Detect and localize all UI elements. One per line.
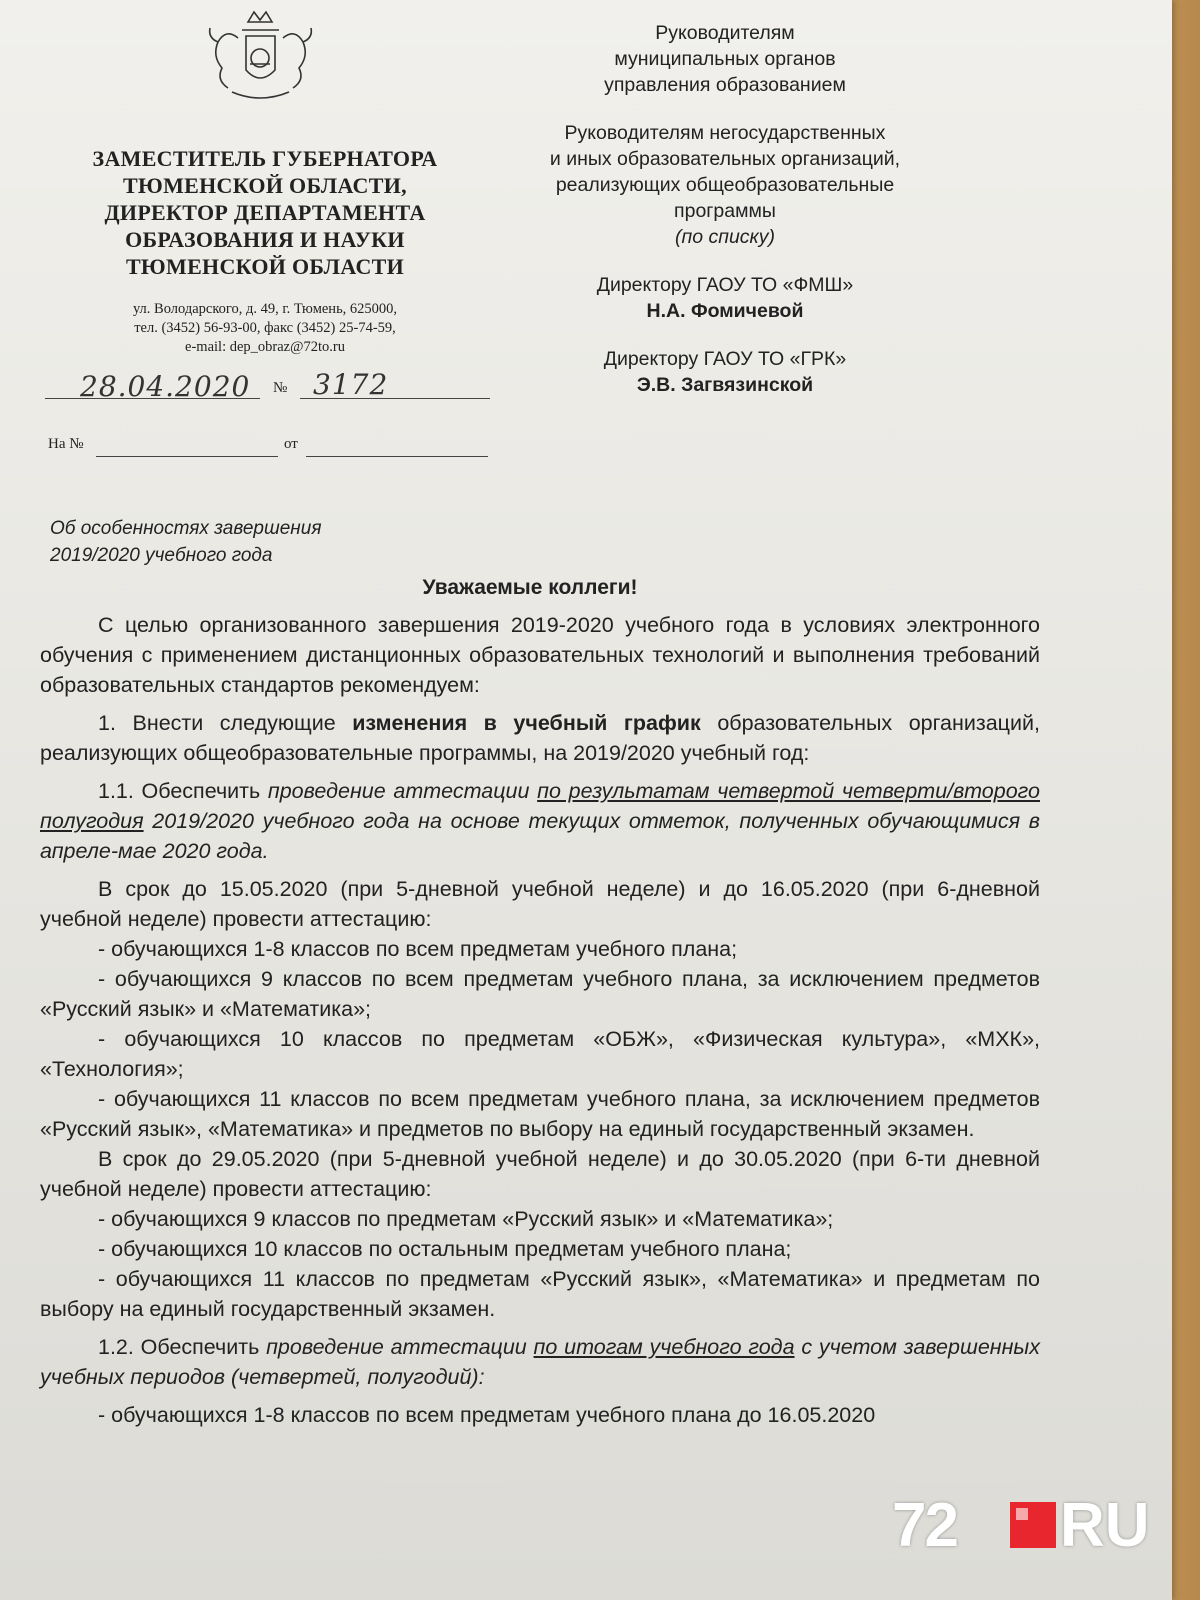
recipients-block bbox=[510, 20, 940, 398]
subject-line: 2019/2020 учебного года bbox=[50, 545, 273, 566]
recipient-grk-name: Э.В. Загвязинской bbox=[636, 374, 814, 396]
list-item: - обучающихся 11 классов по предметам «Русский язык», «Математика» и предметам по выбору на единый государственный экзамен. bbox=[40, 1267, 1040, 1321]
recipient-line: реализующих общеобразовательные bbox=[555, 174, 895, 196]
recipient-line: управления образованием bbox=[604, 74, 846, 96]
recipient-grk-title: Директору ГАОУ ТО «ГРК» bbox=[603, 348, 847, 370]
list-item: - обучающихся 9 классов по предметам «Русский язык» и «Математика»; bbox=[98, 1207, 834, 1231]
list-item: - обучающихся 10 классов по предметам «ОБЖ», «Физическая культура», «МХК», «Технология»; bbox=[40, 1027, 1040, 1081]
reply-line bbox=[48, 436, 498, 464]
coat-of-arms-icon bbox=[188, 8, 333, 108]
handwritten-number: 3172 bbox=[313, 368, 389, 401]
subject-line: Об особенностях завершения bbox=[50, 518, 322, 539]
recipient-note: (по списку) bbox=[674, 226, 775, 248]
recipient-line: программы bbox=[674, 200, 776, 222]
recipient-fmsh-name: Н.А. Фомичевой bbox=[646, 300, 804, 322]
list-item: - обучающихся 1-8 классов по всем предметам учебного плана до 16.05.2020 bbox=[98, 1403, 876, 1427]
list-item: - обучающихся 1-8 классов по всем предметам учебного плана; bbox=[98, 937, 738, 961]
address-line: e-mail: dep_obraz@72to.ru bbox=[185, 339, 345, 355]
term-2-paragraph: В срок до 29.05.2020 (при 5-дневной учебной неделе) и до 30.05.2020 (при 6-ти дневной учебной неделе) провести аттестацию: bbox=[40, 1147, 1040, 1201]
paragraph-1-2: 1.2. Обеспечить проведение аттестации по итогам учебного года с учетом завершенных учебных периодов (четвертей, полугодий): bbox=[40, 1335, 1041, 1389]
intro-paragraph: С целью организованного завершения 2019-2020 учебного года в условиях электронного обучения с применением дистанционных образовательных технологий и выполнения требований образовательных стандартов рекомендуем: bbox=[40, 613, 1040, 697]
watermark-square-icon bbox=[1010, 1502, 1056, 1548]
address-line: тел. (3452) 56-93-00, факс (3452) 25-74-59, bbox=[134, 320, 396, 336]
list-item: - обучающихся 10 классов по остальным предметам учебного плана; bbox=[98, 1237, 792, 1261]
org-line: ЗАМЕСТИТЕЛЬ ГУБЕРНАТОРА bbox=[92, 146, 438, 171]
watermark-suffix: RU bbox=[1060, 1491, 1150, 1560]
sender-address bbox=[80, 300, 450, 357]
registration-line bbox=[45, 368, 495, 412]
org-line: ОБРАЗОВАНИЯ И НАУКИ bbox=[125, 227, 405, 252]
reply-from-label: от bbox=[284, 436, 298, 452]
recipient-fmsh-title: Директору ГАОУ ТО «ФМШ» bbox=[596, 274, 854, 296]
sender-organization bbox=[70, 145, 460, 280]
recipient-line: Руководителям bbox=[655, 22, 795, 44]
address-line: ул. Володарского, д. 49, г. Тюмень, 625000, bbox=[132, 301, 398, 317]
watermark-number: 72 bbox=[892, 1491, 957, 1560]
recipient-line: Руководителям негосударственных bbox=[564, 122, 886, 144]
list-item: - обучающихся 9 классов по всем предметам учебного плана, за исключением предметов «Русский язык» и «Математика»; bbox=[40, 967, 1040, 1021]
org-line: ТЮМЕНСКОЙ ОБЛАСТИ, bbox=[123, 173, 407, 198]
letter-subject bbox=[50, 515, 450, 569]
org-line: ДИРЕКТОР ДЕПАРТАМЕНТА bbox=[104, 200, 426, 225]
watermark-logo bbox=[892, 1490, 1182, 1560]
recipient-line: и иных образовательных организаций, bbox=[549, 148, 901, 170]
org-line: ТЮМЕНСКОЙ ОБЛАСТИ bbox=[125, 254, 405, 279]
letter-body bbox=[40, 610, 1040, 1430]
term-1-paragraph: В срок до 15.05.2020 (при 5-дневной учебной неделе) и до 16.05.2020 (при 6-дневной учебной неделе) провести аттестацию: bbox=[40, 877, 1040, 931]
number-sign: № bbox=[273, 380, 288, 396]
recipient-line: муниципальных органов bbox=[614, 48, 836, 70]
paragraph-1: 1. Внести следующие изменения в учебный график образовательных организаций, реализующих общеобразовательные программы, на 2019/2020 учебный год: bbox=[40, 711, 1040, 765]
handwritten-date: 28.04.2020 bbox=[80, 370, 251, 403]
reply-number-label: На № bbox=[48, 436, 84, 452]
list-item: - обучающихся 11 классов по всем предметам учебного плана, за исключением предметов «Русский язык», «Математика» и предметов по выбору на единый государственный экзамен. bbox=[40, 1087, 1040, 1141]
greeting: Уважаемые коллеги! bbox=[422, 576, 638, 599]
paragraph-1-1: 1.1. Обеспечить проведение аттестации по результатам четвертой четверти/второго полугодия 2019/2020 учебного года на основе текущих отметок, полученных обучающимися в апреле-мае 2020 года. bbox=[40, 779, 1040, 863]
